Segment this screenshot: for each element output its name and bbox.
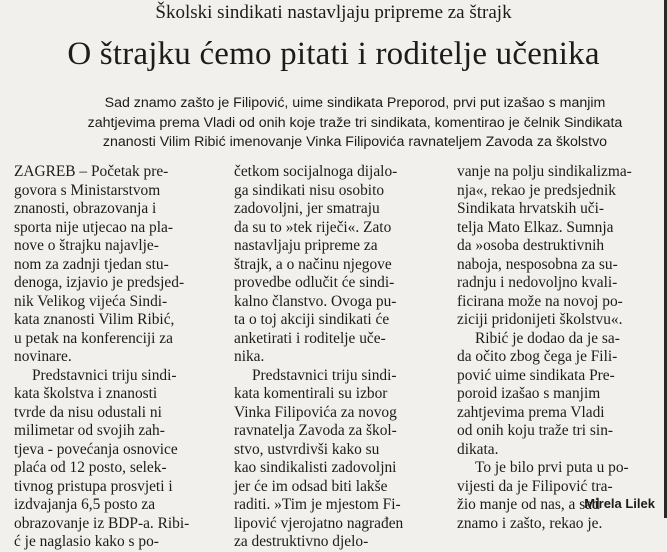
body-line: izdvajanja 6,5 posto za [14, 496, 156, 513]
body-line: lipović vjerojatno nagrađen [234, 514, 404, 532]
body-line: provedbe odlučit će sindi- [234, 274, 395, 291]
body-line: nik Velikog vijeća Sindi- [14, 292, 168, 310]
body-line: vijesti da je Filipović tra- [457, 477, 613, 495]
body-line: da »osoba destruktivnih [457, 237, 605, 254]
body-line: kata znanosti Vilim Ribić, [14, 311, 175, 328]
body-line: telja Mato Elkaz. Sumnja [457, 218, 614, 236]
body-line: tjeva - povećanja osnovice [14, 440, 178, 458]
body-line: raditi. »Tim je mjestom Fi- [234, 496, 401, 513]
body-line: žio manje od nas, a sad [457, 496, 600, 513]
body-line: nika. [234, 348, 265, 365]
body-line: To je bilo prvi puta u po- [475, 459, 629, 476]
body-line: ravnatelja Zavoda za škol- [234, 422, 397, 439]
body-line: Predstavnici triju sindi- [32, 366, 177, 384]
body-line: kao sindikalisti zadovoljni [234, 459, 397, 476]
lead-line: zahtjevima prema Vladi od onih koje traže tri sindikata, komentirao je čelnik Sindikata [87, 114, 623, 131]
body-line: radnju i nedovoljno kvali- [457, 274, 618, 291]
body-line: ziciji pridonijeti školstvu«. [457, 311, 623, 328]
body-line: nom za zadnji tjedan stu- [14, 255, 169, 273]
body-line: dikata. [457, 440, 499, 458]
body-line: ficirana može na novoj po- [457, 292, 623, 310]
body-line: znanosti, obrazovanja i [14, 200, 157, 217]
body-line: znamo i zašto, rekao je. [457, 514, 603, 532]
body-line: tvrde da nisu odustali ni [14, 403, 162, 421]
body-line: nove o štrajku najavlje- [14, 237, 159, 254]
body-line: govora s Ministarstvom [14, 181, 161, 199]
body-line: pović uime sindikata Pre- [457, 366, 615, 384]
body-line: Vinka Filipovića za novog [234, 403, 397, 421]
body-line: Sindikata hrvatskih uči- [457, 200, 605, 217]
body-line: kata komentirali su izbor [234, 385, 388, 402]
body-line: Ribić je dodao da je sa- [475, 329, 620, 347]
body-line: nja«, rekao je predsjednik [457, 181, 616, 199]
body-line: poroid izašao s manjim [457, 385, 601, 402]
body-line: ZAGREB – Početak pre- [14, 163, 169, 180]
text-column-1 [14, 163, 224, 552]
body-line: za destruktivno djelo- [234, 533, 369, 550]
body-line: novinare. [14, 348, 72, 365]
body-line: denoga, izjavio je predsjed- [14, 274, 185, 291]
body-line: milimetar od svojih zah- [14, 422, 165, 439]
body-line: kalno članstvo. Ovoga pu- [234, 292, 397, 310]
body-line: zahtjevima prema Vladi [457, 403, 605, 421]
body-line: od onih koju traže tri sin- [457, 422, 614, 439]
kicker-subtitle: Školski sindikati nastavljaju pripreme za štrajk [155, 2, 512, 23]
body-line: Predstavnici triju sindi- [252, 366, 397, 384]
body-line: sporta nije utjecao na pla- [14, 218, 173, 236]
lead-line: znanosti Vilim Ribić imenovanje Vinka Filipovića ravnateljem Zavoda za školstvo [102, 134, 608, 150]
body-line: obrazovanje iz BDP-a. Ribi- [14, 514, 190, 532]
lead-line: Sad znamo zašto je Filipović, uime sindikata Preporod, prvi put izašao s manjim [104, 95, 606, 111]
body-line: četkom socijalnoga dijalo- [234, 163, 398, 180]
body-line: u petak na konferenciji za [14, 329, 173, 347]
lead-paragraph [70, 94, 640, 153]
body-line: ta o toj akciji sindikati će [234, 311, 390, 328]
text-column-2 [234, 163, 444, 552]
body-line: stvo, ustvrdivši kako su [234, 440, 380, 458]
body-line: ć je naglasio kako s po- [14, 533, 159, 550]
body-line: tivnog pristupa prosvjeti i [14, 477, 173, 495]
body-line: naboja, nesposobna za su- [457, 255, 618, 273]
headline: O štrajku ćemo pitati i roditelje učenika [67, 36, 600, 72]
body-line: da su to »tek riječi«. Zato [234, 218, 392, 236]
body-line: plaća od 12 posto, selek- [14, 459, 167, 476]
body-line: kata školstva i znanosti [14, 385, 158, 402]
body-line: anketirati i roditelje uče- [234, 329, 386, 347]
body-line: jer će im odsad biti lakše [234, 477, 388, 495]
text-column-3 [457, 163, 662, 533]
body-line: vanje na polju sindikalizma- [457, 163, 632, 180]
body-line: štrajk, a o načinu njegove [234, 255, 392, 273]
body-line: zadovoljni, jer smatraju [234, 200, 380, 217]
body-line: da očito zbog čega je Fili- [457, 348, 618, 365]
body-line: nastavljaju pripreme za [234, 237, 378, 254]
body-line: ga sindikati nisu osobito [234, 181, 385, 199]
author-byline: Mirela Lilek [584, 496, 655, 511]
